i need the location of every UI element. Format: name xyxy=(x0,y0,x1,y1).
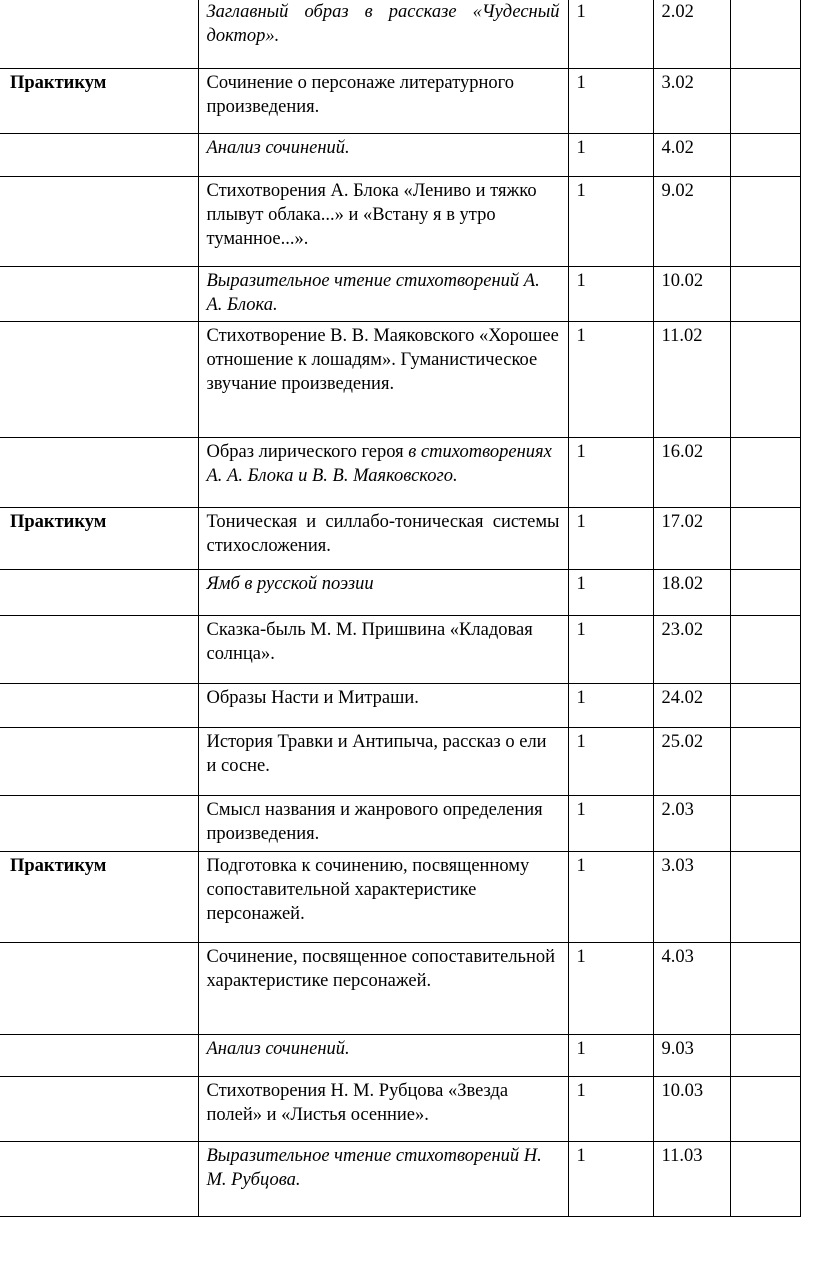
hours-cell: 1 xyxy=(568,1034,653,1076)
topic-text: Стихотворение В. В. Маяковского «Хорошее отношение к лошадям». Гуманистическое звучание произведения. xyxy=(206,325,559,394)
topic-text: Подготовка к сочинению, посвященному сопоставительной характеристике персонажей. xyxy=(206,855,530,924)
hours-cell: 1 xyxy=(568,942,653,1034)
notes-cell xyxy=(730,133,800,176)
date-cell: 25.02 xyxy=(653,727,730,795)
table-row xyxy=(0,615,800,683)
hours-cell: 1 xyxy=(568,321,653,437)
notes-cell xyxy=(730,942,800,1034)
notes-cell xyxy=(730,507,800,569)
topic-text-part: в стихотворениях А. А. Блока и В. В. Маяковского. xyxy=(206,441,552,486)
section-cell xyxy=(0,569,198,615)
table-row xyxy=(0,683,800,727)
notes-cell xyxy=(730,1141,800,1216)
notes-cell xyxy=(730,795,800,851)
topic-text: Анализ сочинений. xyxy=(206,1038,350,1059)
topic-text: Заглавный образ в рассказе «Чудесный доктор». xyxy=(206,2,560,46)
topic-text: Сочинение о персонаже литературного произведения. xyxy=(206,72,515,117)
notes-cell xyxy=(730,727,800,795)
table-row xyxy=(0,1076,800,1141)
hours-cell: 1 xyxy=(568,266,653,321)
section-cell xyxy=(0,615,198,683)
notes-cell xyxy=(730,266,800,321)
notes-cell xyxy=(730,569,800,615)
notes-cell xyxy=(730,321,800,437)
table-row xyxy=(0,176,800,266)
hours-cell: 1 xyxy=(568,507,653,569)
topic-cell xyxy=(198,727,568,795)
section-cell xyxy=(0,437,198,507)
topic-text: Выразительное чтение стихотворений А. А. Блока. xyxy=(206,270,540,315)
section-cell xyxy=(0,1076,198,1141)
topic-cell xyxy=(198,683,568,727)
table-row xyxy=(0,321,800,437)
date-cell: 4.03 xyxy=(653,942,730,1034)
section-cell xyxy=(0,683,198,727)
topic-cell xyxy=(198,569,568,615)
section-cell: Практикум xyxy=(0,507,198,569)
table-row xyxy=(0,437,800,507)
table-row xyxy=(0,569,800,615)
section-cell xyxy=(0,133,198,176)
date-cell: 9.02 xyxy=(653,176,730,266)
topic-cell xyxy=(198,795,568,851)
table-row xyxy=(0,727,800,795)
section-cell xyxy=(0,795,198,851)
hours-cell: 1 xyxy=(568,176,653,266)
date-cell: 10.02 xyxy=(653,266,730,321)
topic-cell xyxy=(198,851,568,942)
hours-cell: 1 xyxy=(568,437,653,507)
table-row xyxy=(0,1034,800,1076)
date-cell: 2.02 xyxy=(653,0,730,68)
table-row xyxy=(0,507,800,569)
section-cell xyxy=(0,321,198,437)
table-row xyxy=(0,795,800,851)
notes-cell xyxy=(730,851,800,942)
section-cell xyxy=(0,727,198,795)
notes-cell xyxy=(730,615,800,683)
topic-cell xyxy=(198,942,568,1034)
notes-cell xyxy=(730,176,800,266)
hours-cell: 1 xyxy=(568,133,653,176)
hours-cell: 1 xyxy=(568,795,653,851)
section-cell xyxy=(0,1034,198,1076)
topic-text: Тоническая и силлабо-тоническая системы стихосложения. xyxy=(206,511,560,556)
topic-cell xyxy=(198,176,568,266)
section-cell xyxy=(0,0,198,68)
table-row xyxy=(0,0,800,68)
date-cell: 3.03 xyxy=(653,851,730,942)
section-cell xyxy=(0,176,198,266)
notes-cell xyxy=(730,1076,800,1141)
topic-cell xyxy=(198,266,568,321)
date-cell: 18.02 xyxy=(653,569,730,615)
topic-text: Сочинение, посвященное сопоставительной характеристике персонажей. xyxy=(206,946,556,991)
hours-cell: 1 xyxy=(568,569,653,615)
date-cell: 17.02 xyxy=(653,507,730,569)
hours-cell: 1 xyxy=(568,851,653,942)
section-cell xyxy=(0,266,198,321)
hours-cell: 1 xyxy=(568,1141,653,1216)
topic-cell xyxy=(198,133,568,176)
notes-cell xyxy=(730,0,800,68)
topic-text-part: Образ лирического героя xyxy=(206,441,404,462)
topic-text: Выразительное чтение стихотворений Н. М. Рубцова. xyxy=(206,1145,542,1190)
topic-cell xyxy=(198,507,568,569)
table-row xyxy=(0,851,800,942)
table-row xyxy=(0,133,800,176)
topic-text: История Травки и Антипыча, рассказ о ели и сосне. xyxy=(206,731,547,776)
table-row xyxy=(0,1141,800,1216)
topic-text: Смысл названия и жанрового определения произведения. xyxy=(206,799,543,844)
topic-text: Стихотворения А. Блока «Лениво и тяжко плывут облака...» и «Встану я в утро туманное...». xyxy=(206,180,537,249)
topic-text: Стихотворения Н. М. Рубцова «Звезда полей» и «Листья осенние». xyxy=(206,1080,509,1125)
hours-cell: 1 xyxy=(568,727,653,795)
date-cell: 16.02 xyxy=(653,437,730,507)
date-cell: 11.02 xyxy=(653,321,730,437)
notes-cell xyxy=(730,1034,800,1076)
date-cell: 4.02 xyxy=(653,133,730,176)
topic-cell xyxy=(198,68,568,133)
date-cell: 2.03 xyxy=(653,795,730,851)
hours-cell: 1 xyxy=(568,68,653,133)
hours-cell: 1 xyxy=(568,683,653,727)
notes-cell xyxy=(730,437,800,507)
topic-text: Ямб в русской поэзии xyxy=(206,573,374,594)
topic-text: Сказка-быль М. М. Пришвина «Кладовая солнца». xyxy=(206,619,533,664)
topic-cell xyxy=(198,321,568,437)
hours-cell: 1 xyxy=(568,0,653,68)
topic-cell xyxy=(198,1141,568,1216)
hours-cell: 1 xyxy=(568,615,653,683)
topic-text: Образы Насти и Митраши. xyxy=(206,687,419,708)
date-cell: 11.03 xyxy=(653,1141,730,1216)
section-cell xyxy=(0,1141,198,1216)
topic-cell xyxy=(198,0,568,68)
notes-cell xyxy=(730,68,800,133)
table-row xyxy=(0,942,800,1034)
topic-cell xyxy=(198,437,568,507)
hours-cell: 1 xyxy=(568,1076,653,1141)
date-cell: 23.02 xyxy=(653,615,730,683)
table-row xyxy=(0,266,800,321)
date-cell: 24.02 xyxy=(653,683,730,727)
topic-cell xyxy=(198,1034,568,1076)
date-cell: 3.02 xyxy=(653,68,730,133)
topic-cell xyxy=(198,615,568,683)
date-cell: 10.03 xyxy=(653,1076,730,1141)
table-row xyxy=(0,68,800,133)
topic-cell xyxy=(198,1076,568,1141)
notes-cell xyxy=(730,683,800,727)
date-cell: 9.03 xyxy=(653,1034,730,1076)
topic-text: Анализ сочинений. xyxy=(206,137,350,158)
section-cell: Практикум xyxy=(0,68,198,133)
topic-text xyxy=(207,440,560,488)
section-cell xyxy=(0,942,198,1034)
section-cell: Практикум xyxy=(0,851,198,942)
